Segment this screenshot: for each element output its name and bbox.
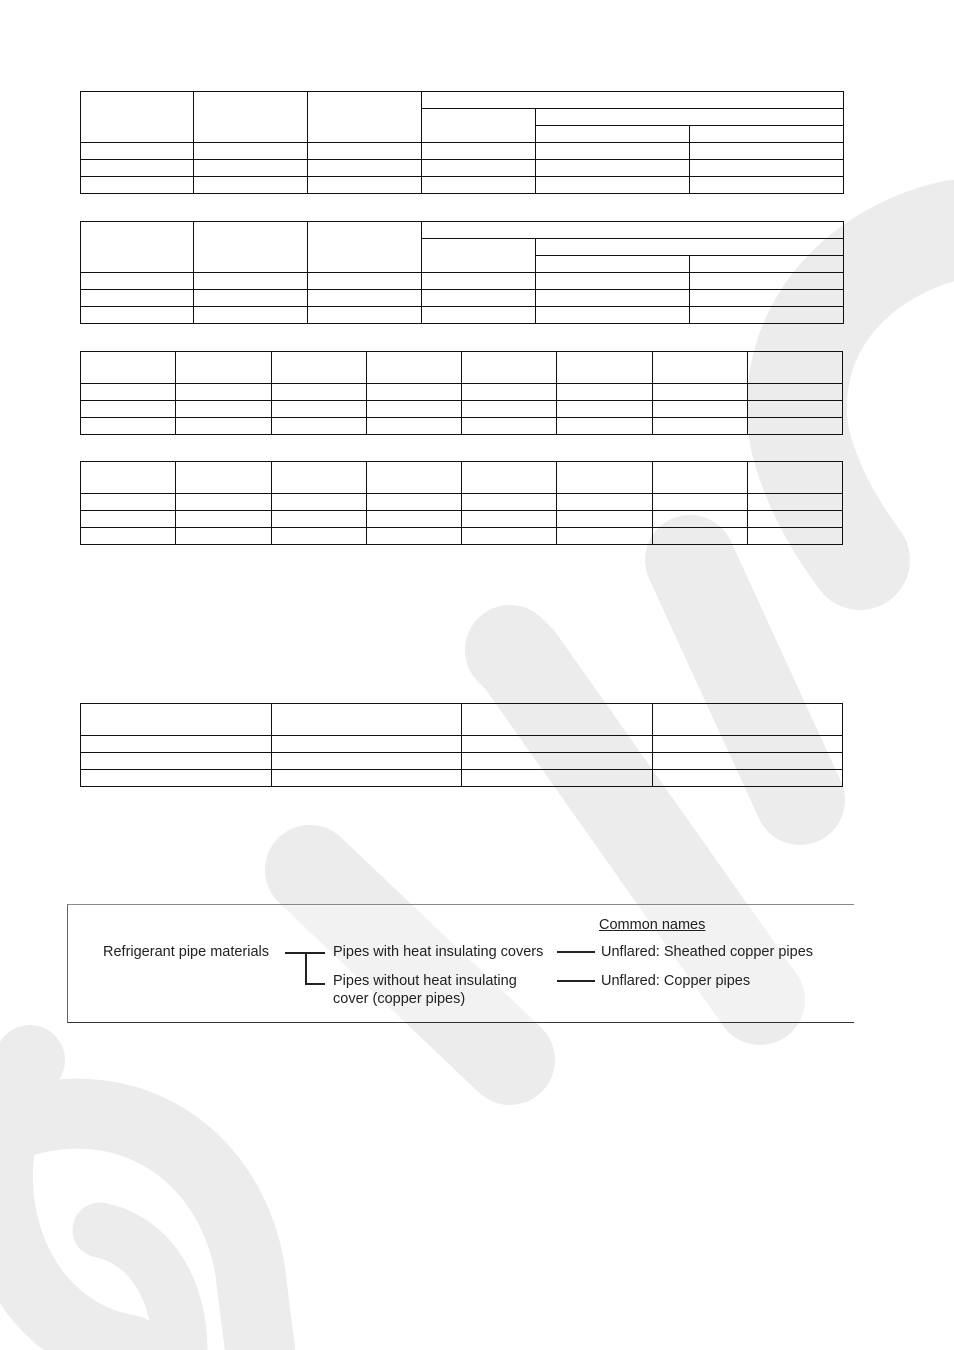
result1-label: Unflared: Sheathed copper pipes (601, 944, 814, 960)
connector-vertical (305, 952, 307, 984)
result2-label: Unflared: Copper pipes (601, 973, 751, 989)
blank-grid-table-3 (80, 351, 843, 435)
connector-result2 (557, 980, 595, 982)
branch2-label-line1: Pipes without heat insulating (333, 973, 517, 989)
blank-grid-table-4 (80, 461, 843, 545)
branch1-label: Pipes with heat insulating covers (333, 944, 544, 960)
root-label: Refrigerant pipe materials (103, 944, 270, 960)
common-names-heading: Common names (599, 917, 706, 933)
blank-grid-table-5 (80, 703, 843, 787)
pipe-materials-diagram (67, 904, 854, 1023)
connector-branch2 (305, 983, 325, 985)
blank-header-table-1 (80, 91, 844, 194)
branch2-label-line2: cover (copper pipes) (333, 991, 466, 1007)
blank-header-table-2 (80, 221, 844, 324)
connector-result1 (557, 951, 595, 953)
